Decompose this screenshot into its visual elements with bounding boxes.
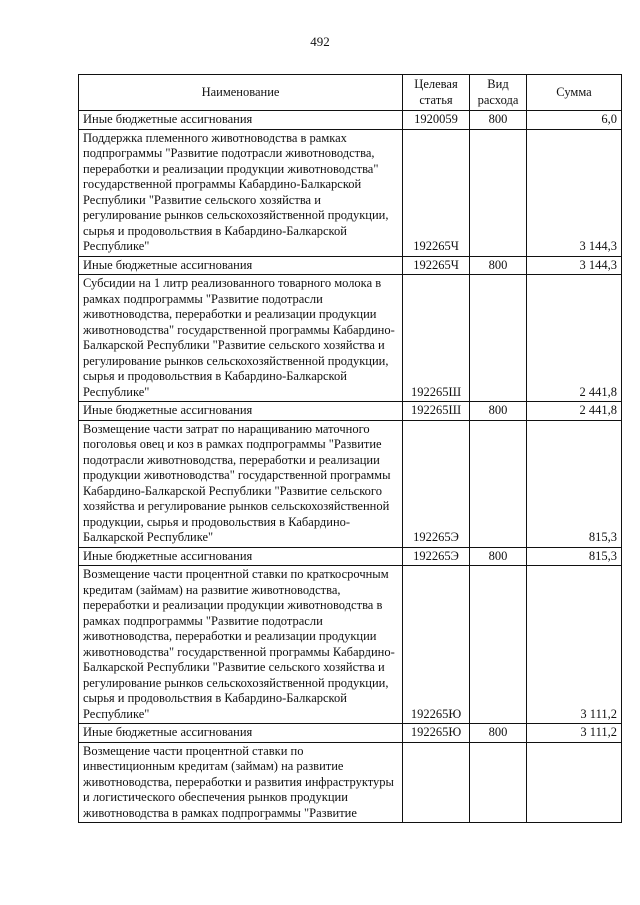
table-row — [79, 402, 622, 421]
table-row — [79, 724, 622, 743]
table-row — [79, 275, 622, 402]
row-sum: 3 111,2 — [527, 566, 622, 724]
row-name: Возмещение части затрат по наращиванию маточного поголовья овец и коз в рамках подпрограммы "Развитие подотрасли животноводства, переработки и реализации продукции животноводства" государственной программы Кабардино-Балкарской Республики "Развитие сельского хозяйства и регулирование рынков сельскохозяйственной продукции, сырья и продовольствия в Кабардино-Балкарской Республике" — [79, 420, 403, 547]
table-row — [79, 742, 622, 823]
row-type: 800 — [470, 547, 527, 566]
row-code: 192265Ш — [403, 275, 470, 402]
row-name: Поддержка племенного животноводства в рамках подпрограммы "Развитие подотрасли животноводства, переработки и реализации продукции животноводства" государственной программы Кабардино-Балкарской Республики "Развитие сельского хозяйства и регулирование рынков сельскохозяйственной продукции, сырья и продовольствия в Кабардино-Балкарской Республике" — [79, 129, 403, 256]
row-name: Возмещение части процентной ставки по краткосрочным кредитам (займам) на развитие животноводства, переработки и реализации продукции животноводства в рамках подпрограммы "Развитие подотрасли животноводства, переработки и реализации продукции животноводства" государственной программы Кабардино-Балкарской Республики "Развитие сельского хозяйства и регулирование рынков сельскохозяйственной продукции, сырья и продовольствия в Кабардино-Балкарской Республике" — [79, 566, 403, 724]
row-code: 192265Ч — [403, 256, 470, 275]
page-number: 492 — [310, 34, 330, 49]
row-type — [470, 275, 527, 402]
row-code: 1920059 — [403, 111, 470, 130]
row-type — [470, 420, 527, 547]
table-row — [79, 129, 622, 256]
table-header-row — [79, 75, 622, 111]
row-type — [470, 566, 527, 724]
row-code: 192265Ю — [403, 566, 470, 724]
budget-table — [78, 74, 622, 823]
row-name: Иные бюджетные ассигнования — [79, 724, 403, 743]
row-type: 800 — [470, 724, 527, 743]
row-name: Субсидии на 1 литр реализованного товарного молока в рамках подпрограммы "Развитие подотрасли животноводства, переработки и реализации продукции животноводства" государственной программы Кабардино-Балкарской Республики "Развитие сельского хозяйства и регулирование рынков сельскохозяйственной продукции, сырья и продовольствия в Кабардино-Балкарской Республике" — [79, 275, 403, 402]
row-name: Иные бюджетные ассигнования — [79, 402, 403, 421]
row-code — [403, 742, 470, 823]
row-name: Возмещение части процентной ставки по инвестиционным кредитам (займам) на развитие животноводства, переработки и развития инфраструктуры и логистического обеспечения рынков продукции животноводства в рамках подпрограммы "Развитие — [79, 742, 403, 823]
header-name: Наименование — [79, 75, 403, 111]
header-type: Вид расхода — [470, 75, 527, 111]
row-code: 192265Ш — [403, 402, 470, 421]
row-type: 800 — [470, 402, 527, 421]
table-row — [79, 547, 622, 566]
header-code: Целевая статья — [403, 75, 470, 111]
row-sum: 3 111,2 — [527, 724, 622, 743]
row-sum: 2 441,8 — [527, 275, 622, 402]
row-name: Иные бюджетные ассигнования — [79, 256, 403, 275]
row-code: 192265Э — [403, 547, 470, 566]
row-sum: 815,3 — [527, 420, 622, 547]
row-code: 192265Ч — [403, 129, 470, 256]
row-type — [470, 129, 527, 256]
row-code: 192265Э — [403, 420, 470, 547]
table-row — [79, 420, 622, 547]
row-type — [470, 742, 527, 823]
table-row — [79, 256, 622, 275]
row-code: 192265Ю — [403, 724, 470, 743]
row-type: 800 — [470, 256, 527, 275]
row-sum: 6,0 — [527, 111, 622, 130]
row-sum: 3 144,3 — [527, 256, 622, 275]
row-sum: 3 144,3 — [527, 129, 622, 256]
row-name: Иные бюджетные ассигнования — [79, 111, 403, 130]
row-sum: 815,3 — [527, 547, 622, 566]
table-row — [79, 111, 622, 130]
row-sum: 2 441,8 — [527, 402, 622, 421]
row-sum — [527, 742, 622, 823]
row-name: Иные бюджетные ассигнования — [79, 547, 403, 566]
header-sum: Сумма — [527, 75, 622, 111]
row-type: 800 — [470, 111, 527, 130]
table-row — [79, 566, 622, 724]
